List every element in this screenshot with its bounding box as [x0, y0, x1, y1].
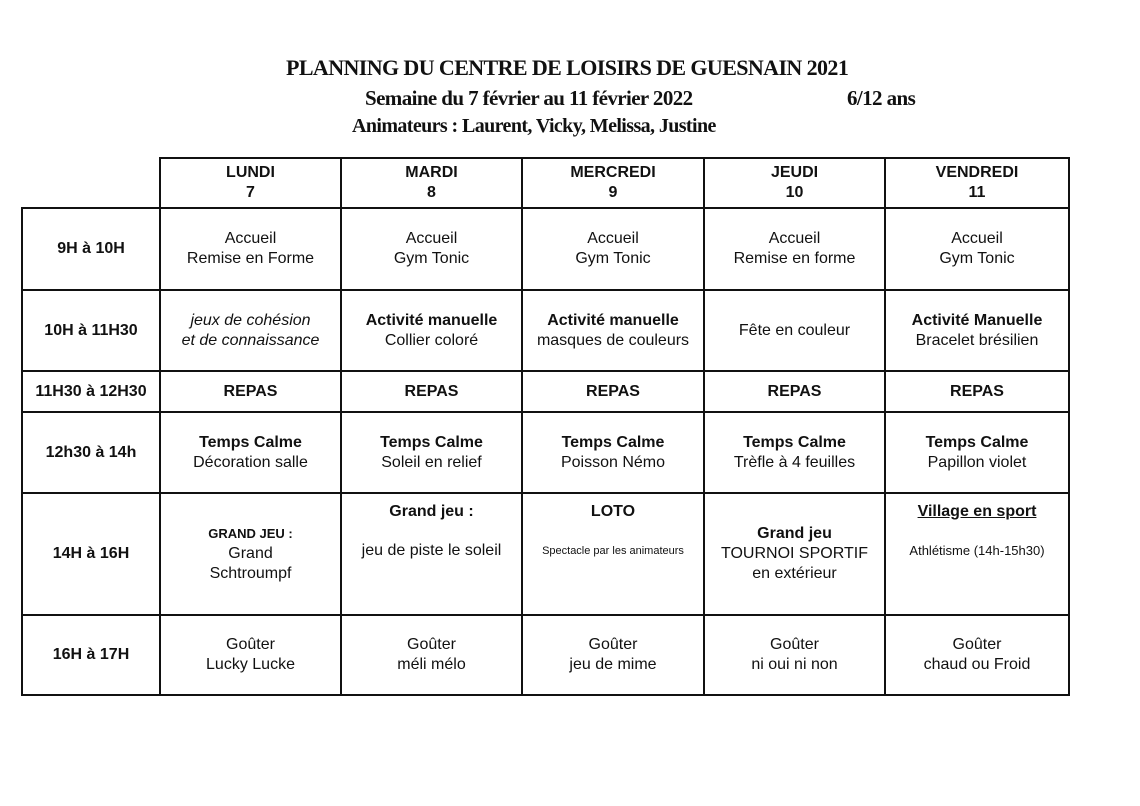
- activity-cell: [704, 208, 885, 290]
- activity-line: Goûter: [770, 636, 819, 653]
- activity-line: Accueil: [951, 230, 1003, 247]
- activity-line: TOURNOI SPORTIF: [721, 545, 868, 562]
- activity-cell: [160, 208, 341, 290]
- activity-cell: [341, 290, 522, 371]
- day-date: 8: [427, 184, 436, 201]
- time-row-9h: [22, 208, 1069, 290]
- activity-line: jeu de mime: [569, 656, 657, 673]
- activity-line: Accueil: [587, 230, 639, 247]
- activity-line: Remise en Forme: [186, 250, 315, 267]
- activity-cell: REPAS: [341, 371, 522, 412]
- page-title: PLANNING DU CENTRE DE LOISIRS DE GUESNAIN 2021: [286, 55, 849, 80]
- animators-list: Animateurs : Laurent, Vicky, Melissa, Justine: [352, 115, 716, 137]
- day-date: 9: [608, 184, 618, 201]
- activity-cell: [885, 615, 1069, 695]
- time-slot-label: 11H30 à 12H30: [22, 371, 160, 412]
- week-range: Semaine du 7 février au 11 février 2022: [365, 86, 693, 110]
- activity-line: Activité manuelle: [365, 311, 498, 329]
- activity-line: Village en sport: [917, 503, 1037, 520]
- activity-line: Athlétisme (14h-15h30): [909, 543, 1045, 558]
- activity-cell: [522, 208, 704, 290]
- activity-cell: [704, 615, 885, 695]
- activity-cell: [522, 493, 704, 615]
- activity-line: en extérieur: [752, 565, 837, 582]
- activity-line: Bracelet brésilien: [915, 331, 1039, 349]
- activity-line: jeu de piste le soleil: [361, 542, 502, 559]
- activity-cell: REPAS: [885, 371, 1069, 412]
- activity-line: LOTO: [590, 503, 636, 520]
- day-date: 7: [246, 184, 255, 201]
- schedule-table: [21, 157, 1070, 696]
- activity-line: Grand jeu: [757, 525, 832, 542]
- activity-line: Activité Manuelle: [911, 311, 1043, 329]
- day-header-wednesday: [522, 158, 704, 208]
- activity-line: ni oui ni non: [751, 656, 838, 673]
- time-slot-label: 10H à 11H30: [22, 290, 160, 371]
- activity-cell: [704, 412, 885, 493]
- activity-cell: REPAS: [704, 371, 885, 412]
- activity-line: méli mélo: [397, 656, 466, 673]
- activity-line: Grand: [228, 545, 273, 562]
- time-slot-label: 9H à 10H: [22, 208, 160, 290]
- activity-line: Temps Calme: [561, 433, 665, 451]
- activity-cell: [341, 493, 522, 615]
- activity-line: Gym Tonic: [575, 250, 651, 267]
- activity-cell: [885, 493, 1069, 615]
- day-name: MARDI: [405, 164, 458, 181]
- day-date: 11: [968, 184, 986, 201]
- activity-cell: [160, 493, 341, 615]
- day-header-row: [22, 158, 1069, 208]
- time-slot-label: 14H à 16H: [22, 493, 160, 615]
- activity-line: Remise en forme: [733, 250, 856, 267]
- activity-cell: [160, 412, 341, 493]
- activity-cell: [704, 493, 885, 615]
- day-header-monday: [160, 158, 341, 208]
- activity-line: jeux de cohésion: [190, 311, 311, 329]
- activity-line: Activité manuelle: [547, 311, 679, 329]
- activity-line: Temps Calme: [925, 433, 1029, 451]
- activity-line: Goûter: [407, 636, 456, 653]
- activity-line: Accueil: [405, 230, 458, 247]
- empty-corner-cell: [22, 158, 160, 208]
- activity-line: et de connaissance: [181, 331, 320, 349]
- activity-line: Lucky Lucke: [206, 656, 295, 673]
- day-name: LUNDI: [226, 164, 275, 181]
- activity-line: Trèfle à 4 feuilles: [733, 453, 856, 471]
- activity-line: Décoration salle: [193, 453, 308, 471]
- activity-line: Accueil: [768, 230, 821, 247]
- time-row-10h: [22, 290, 1069, 371]
- activity-line: Temps Calme: [380, 433, 483, 451]
- day-date: 10: [785, 184, 804, 201]
- activity-line: chaud ou Froid: [923, 656, 1031, 673]
- activity-line: Grand jeu :: [389, 503, 474, 520]
- day-name: JEUDI: [770, 164, 819, 181]
- activity-line: Gym Tonic: [939, 250, 1015, 267]
- activity-line: Goûter: [226, 636, 275, 653]
- time-row-12h30: [22, 412, 1069, 493]
- activity-cell: [704, 290, 885, 371]
- activity-cell: [885, 290, 1069, 371]
- activity-cell: [885, 208, 1069, 290]
- activity-cell: [885, 412, 1069, 493]
- activity-cell: REPAS: [522, 371, 704, 412]
- activity-line: Poisson Némo: [560, 453, 666, 471]
- time-row-16h: [22, 615, 1069, 695]
- activity-line: Soleil en relief: [381, 453, 482, 471]
- activity-line: Papillon violet: [927, 453, 1027, 471]
- activity-cell: REPAS: [160, 371, 341, 412]
- activity-line: Temps Calme: [743, 433, 846, 451]
- day-name: VENDREDI: [935, 164, 1019, 181]
- activity-line: Goûter: [952, 636, 1002, 653]
- activity-line: Spectacle par les animateurs: [542, 545, 684, 557]
- activity-cell: [522, 615, 704, 695]
- activity-cell: [522, 412, 704, 493]
- day-header-tuesday: [341, 158, 522, 208]
- activity-line: Collier coloré: [384, 331, 479, 349]
- activity-cell: [341, 208, 522, 290]
- activity-cell: [522, 290, 704, 371]
- activity-cell: [160, 290, 341, 371]
- activity-line: Fête en couleur: [738, 321, 851, 339]
- activity-line: masques de couleurs: [536, 331, 690, 349]
- activity-line: Accueil: [224, 230, 277, 247]
- time-row-14h: [22, 493, 1069, 615]
- age-group: 6/12 ans: [847, 86, 916, 110]
- activity-cell: [341, 615, 522, 695]
- day-name: MERCREDI: [570, 164, 656, 181]
- activity-line: Gym Tonic: [393, 250, 470, 267]
- time-slot-label: 16H à 17H: [22, 615, 160, 695]
- time-slot-label: 12h30 à 14h: [22, 412, 160, 493]
- day-header-friday: [885, 158, 1069, 208]
- activity-line: Schtroumpf: [209, 565, 292, 582]
- activity-line: GRAND JEU :: [208, 526, 293, 541]
- activity-line: Temps Calme: [199, 433, 302, 451]
- time-row-lunch: [22, 371, 1069, 412]
- activity-cell: [341, 412, 522, 493]
- activity-cell: [160, 615, 341, 695]
- day-header-thursday: [704, 158, 885, 208]
- activity-line: Goûter: [588, 636, 638, 653]
